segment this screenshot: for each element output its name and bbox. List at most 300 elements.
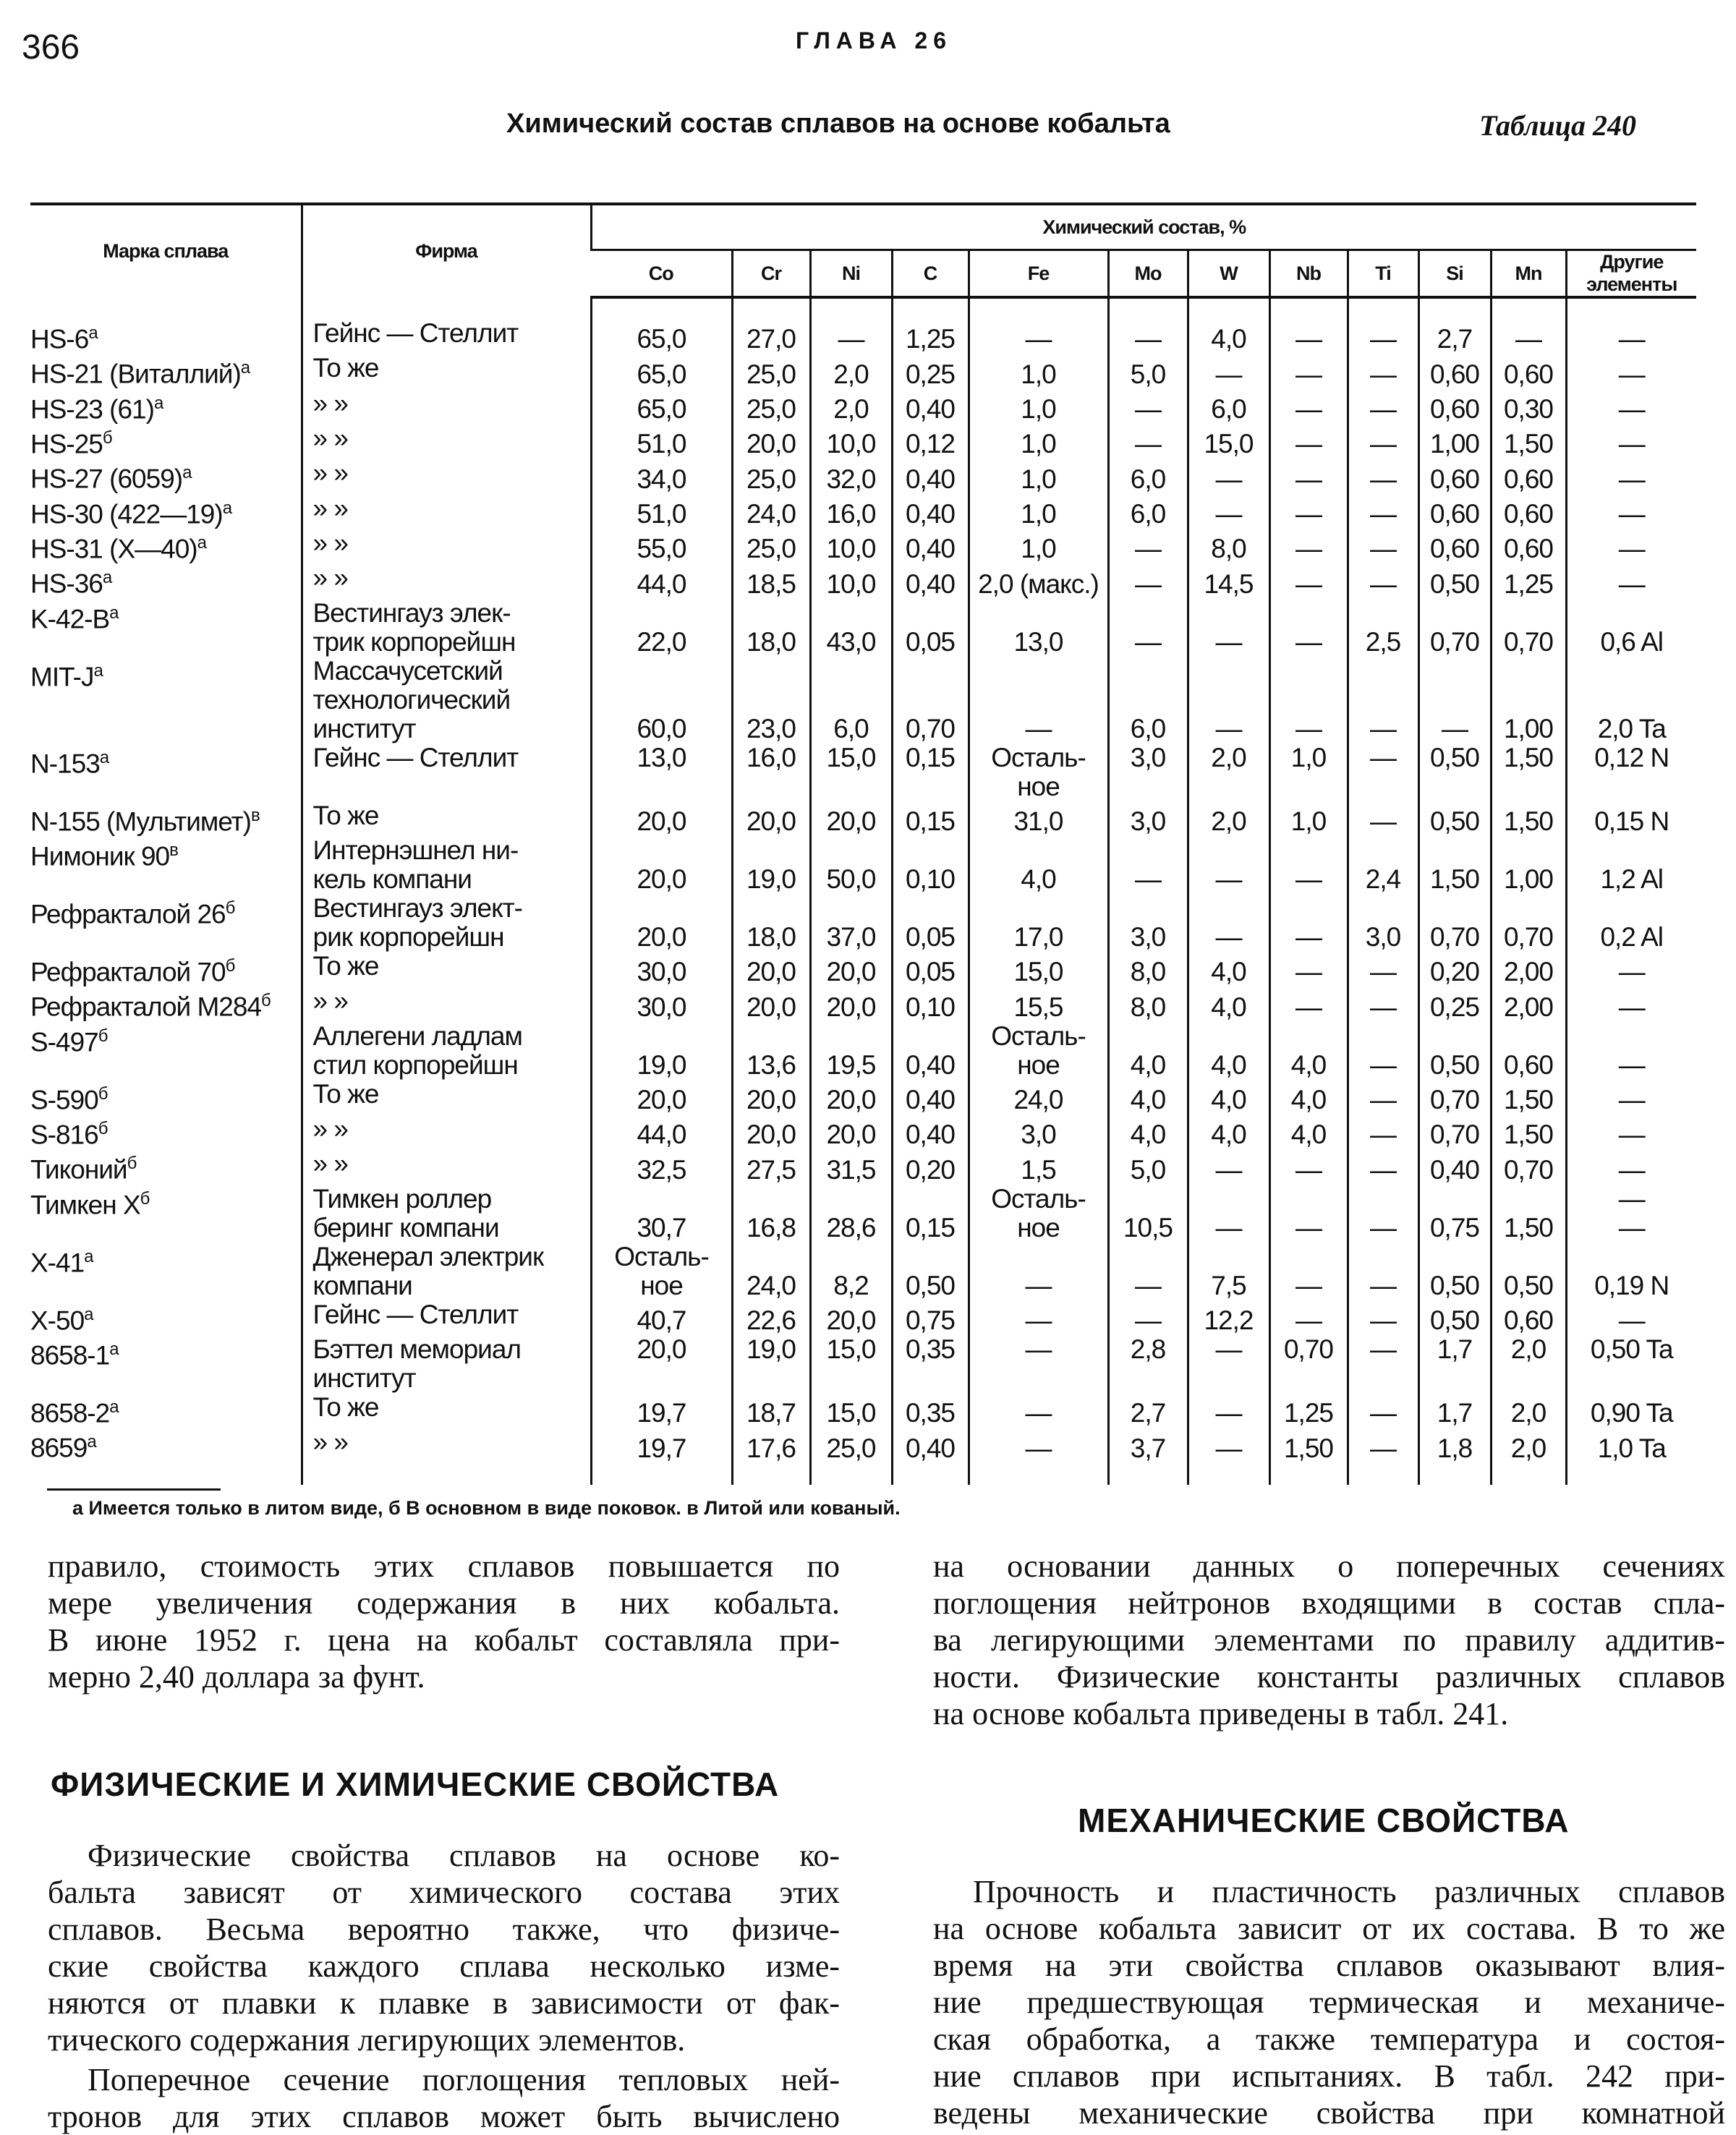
- value-cell: 3,0: [1108, 801, 1188, 836]
- value-cell: —: [1188, 1428, 1269, 1484]
- value-cell: 34,0: [591, 459, 732, 493]
- text-line: мерно 2,40 доллара за фунт.: [48, 1659, 425, 1695]
- value-cell: 0,70: [1491, 894, 1566, 952]
- footnote-mark: б: [102, 427, 112, 448]
- text-line: няются от плавки к плавке в зависимости от фак-: [48, 1985, 840, 2021]
- value-cell: 1,7: [1418, 1393, 1491, 1428]
- value-cell: 51,0: [591, 424, 732, 459]
- text-line: Поперечное сечение поглощения тепловых ней-: [88, 2062, 840, 2097]
- value-cell: —: [1566, 389, 1696, 424]
- value-cell: 24,0: [732, 1243, 810, 1300]
- value-cell: 2,00: [1491, 986, 1566, 1021]
- value-cell: 0,70: [1491, 599, 1566, 657]
- value-cell: —: [1566, 424, 1696, 459]
- value-cell: 1,0 Ta: [1566, 1428, 1696, 1484]
- value-cell: —: [1348, 389, 1418, 424]
- value-cell: 0,05: [892, 894, 969, 952]
- value-cell: 20,0: [732, 1080, 810, 1115]
- alloy-name: N-155 (Мультимет): [30, 806, 251, 836]
- value-cell: —: [1566, 459, 1696, 493]
- value-cell: —: [1269, 424, 1348, 459]
- footnote-mark: а: [88, 323, 98, 343]
- value-cell: 31,5: [810, 1149, 892, 1184]
- text-line: бальта зависят от химического состава этих: [48, 1875, 840, 1910]
- alloy-name-cell: [30, 1300, 302, 1335]
- firm-cell: То же: [302, 354, 591, 388]
- value-cell: —: [1269, 1185, 1348, 1243]
- value-cell: 1,00: [1491, 657, 1566, 743]
- value-cell: —: [1269, 1243, 1348, 1300]
- value-cell: 6,0: [810, 657, 892, 743]
- page-number: 366: [22, 28, 80, 67]
- left-paragraph-1: [48, 1837, 840, 2058]
- value-cell: 1,8: [1418, 1428, 1491, 1484]
- value-cell: 13,6: [732, 1022, 810, 1080]
- firm-cell: » »: [302, 1149, 591, 1184]
- value-cell: —: [1348, 1080, 1418, 1115]
- table-row: [30, 1300, 1696, 1335]
- value-cell: 20,0: [732, 424, 810, 459]
- value-cell: 25,0: [732, 389, 810, 424]
- value-cell: 24,0: [969, 1080, 1108, 1115]
- value-cell: 15,0: [810, 743, 892, 801]
- firm-cell: То же: [302, 801, 591, 836]
- value-cell: —: [1566, 1080, 1696, 1115]
- table-row: [30, 494, 1696, 529]
- value-cell: Осталь- ное: [969, 1185, 1108, 1243]
- firm-cell: Гейнс — Стеллит: [302, 297, 591, 354]
- value-cell: 20,0: [810, 1080, 892, 1115]
- value-cell: 4,0: [1188, 986, 1269, 1021]
- value-cell: 0,40: [892, 1022, 969, 1080]
- value-cell: —: [1108, 599, 1188, 657]
- value-cell: —: [1269, 1300, 1348, 1335]
- value-cell: 17,6: [732, 1428, 810, 1484]
- value-cell: —: [1348, 743, 1418, 801]
- text-line: на основе кобальта зависит от их состава. В то же: [933, 1911, 1725, 1946]
- value-cell: 0,40: [892, 494, 969, 529]
- header-element: Si: [1418, 250, 1491, 298]
- value-cell: 1,50: [1269, 1428, 1348, 1484]
- value-cell: 1,25: [1491, 563, 1566, 598]
- value-cell: —: [1108, 389, 1188, 424]
- text-line: ские свойства каждого сплава несколько изме-: [48, 1948, 840, 1984]
- value-cell: 0,60: [1491, 354, 1566, 388]
- value-cell: 0,70: [1269, 1335, 1348, 1393]
- value-cell: 18,0: [732, 599, 810, 657]
- value-cell: 2,7: [1108, 1393, 1188, 1428]
- table-row: [30, 657, 1696, 743]
- value-cell: 2,0 (макс.): [969, 563, 1108, 598]
- value-cell: 2,00: [1491, 952, 1566, 986]
- value-cell: 0,12 N: [1566, 743, 1696, 801]
- value-cell: —: [1108, 1243, 1188, 1300]
- value-cell: —: [1566, 1300, 1696, 1335]
- footnote-mark: б: [98, 1083, 108, 1104]
- value-cell: 2,0: [1188, 743, 1269, 801]
- value-cell: 8,0: [1108, 986, 1188, 1021]
- value-cell: 1,25: [892, 297, 969, 354]
- value-cell: 0,50: [1418, 1022, 1491, 1080]
- value-cell: —: [1566, 1022, 1696, 1080]
- value-cell: —: [969, 657, 1108, 743]
- value-cell: 3,7: [1108, 1428, 1188, 1484]
- value-cell: 10,5: [1108, 1185, 1188, 1243]
- value-cell: —: [1108, 529, 1188, 563]
- right-paragraph-1: [933, 1873, 1725, 2131]
- value-cell: —: [1348, 1022, 1418, 1080]
- value-cell: 6,0: [1108, 657, 1188, 743]
- firm-cell: Гейнс — Стеллит: [302, 1300, 591, 1335]
- value-cell: —: [1348, 801, 1418, 836]
- text-line: поглощения нейтронов входящими в состав спла-: [933, 1585, 1725, 1621]
- value-cell: 20,0: [732, 801, 810, 836]
- value-cell: —: [1269, 494, 1348, 529]
- value-cell: 20,0: [591, 894, 732, 952]
- text-line: на основании данных о поперечных сечениях: [933, 1548, 1725, 1584]
- value-cell: 32,5: [591, 1149, 732, 1184]
- value-cell: 30,0: [591, 986, 732, 1021]
- footnote-mark: б: [127, 1154, 137, 1174]
- value-cell: 1,00: [1418, 424, 1491, 459]
- value-cell: 1,50: [1491, 743, 1566, 801]
- text-line: сплавов. Весьма вероятно также, что физиче-: [48, 1912, 840, 1947]
- firm-cell: Тимкен роллер беринг компани: [302, 1185, 591, 1243]
- table-row: [30, 1022, 1696, 1080]
- value-cell: 4,0: [1188, 1022, 1269, 1080]
- value-cell: 15,5: [969, 986, 1108, 1021]
- alloy-name-cell: [30, 894, 302, 952]
- text-line: ности. Физические константы различных сплавов: [933, 1659, 1725, 1695]
- value-cell: 0,40: [892, 1080, 969, 1115]
- firm-cell: То же: [302, 1080, 591, 1115]
- value-cell: 27,0: [732, 297, 810, 354]
- value-cell: 0,35: [892, 1393, 969, 1428]
- value-cell: —: [1348, 1335, 1418, 1393]
- header-element: Mn: [1491, 250, 1566, 298]
- value-cell: 0,6 Al: [1566, 599, 1696, 657]
- value-cell: —: [1108, 836, 1188, 894]
- value-cell: —: [1188, 1335, 1269, 1393]
- value-cell: 0,70: [1418, 894, 1491, 952]
- value-cell: 4,0: [1269, 1115, 1348, 1149]
- header-composition: Химический состав, %: [591, 204, 1696, 250]
- value-cell: 0,50: [1491, 1243, 1566, 1300]
- table-row: [30, 1335, 1696, 1393]
- footnote-divider: [47, 1488, 221, 1491]
- value-cell: —: [1188, 1393, 1269, 1428]
- alloy-name: X-41: [30, 1247, 85, 1277]
- value-cell: —: [1188, 599, 1269, 657]
- footnote-mark: а: [109, 1339, 119, 1359]
- alloy-name-cell: [30, 297, 302, 354]
- table-row: [30, 563, 1696, 598]
- value-cell: 44,0: [591, 563, 732, 598]
- footnote-mark: а: [182, 463, 192, 483]
- alloy-name: HS-23 (61): [30, 393, 154, 424]
- alloy-name: HS-6: [30, 324, 89, 354]
- value-cell: 0,60: [1491, 494, 1566, 529]
- alloy-name: 8659: [30, 1433, 88, 1463]
- value-cell: —: [969, 1335, 1108, 1393]
- alloy-name: Нимоник 90: [30, 841, 170, 872]
- value-cell: 18,0: [732, 894, 810, 952]
- alloy-name: HS-30 (422—19): [30, 498, 223, 529]
- text-line: В июне 1952 г. цена на кобальт составляла при-: [48, 1622, 840, 1658]
- value-cell: 20,0: [810, 986, 892, 1021]
- value-cell: 0,20: [1418, 952, 1491, 986]
- value-cell: —: [1348, 459, 1418, 493]
- alloy-name-cell: [30, 801, 302, 836]
- value-cell: —: [1348, 297, 1418, 354]
- table-row: [30, 1428, 1696, 1484]
- table-row: [30, 1185, 1696, 1243]
- value-cell: 2,0: [1188, 801, 1269, 836]
- value-cell: 20,0: [732, 1115, 810, 1149]
- value-cell: 20,0: [732, 986, 810, 1021]
- value-cell: 5,0: [1108, 354, 1188, 388]
- header-firm: Фирма: [302, 204, 591, 297]
- footnote-mark: б: [98, 1118, 108, 1138]
- header-element: Другие элементы: [1566, 250, 1696, 298]
- value-cell: 6,0: [1108, 494, 1188, 529]
- table-row: [30, 801, 1696, 836]
- value-cell: 37,0: [810, 894, 892, 952]
- value-cell: 60,0: [591, 657, 732, 743]
- firm-cell: » »: [302, 563, 591, 598]
- value-cell: 12,2: [1188, 1300, 1269, 1335]
- value-cell: 0,60: [1418, 459, 1491, 493]
- value-cell: 1,50: [1491, 1080, 1566, 1115]
- firm-cell: Аллегени ладлам стил корпорейшн: [302, 1022, 591, 1080]
- footnote-mark: б: [225, 955, 235, 976]
- value-cell: 2,0: [1491, 1335, 1566, 1393]
- value-cell: 0,70: [1491, 1149, 1566, 1184]
- value-cell: 0,70: [892, 657, 969, 743]
- value-cell: 0,60: [1491, 529, 1566, 563]
- value-cell: 18,7: [732, 1393, 810, 1428]
- value-cell: 20,0: [591, 801, 732, 836]
- value-cell: —: [1108, 297, 1188, 354]
- value-cell: —: [1348, 354, 1418, 388]
- value-cell: —: [969, 1300, 1108, 1335]
- value-cell: 0,15: [892, 743, 969, 801]
- value-cell: 0,20: [892, 1149, 969, 1184]
- value-cell: 65,0: [591, 297, 732, 354]
- value-cell: 25,0: [732, 459, 810, 493]
- alloy-name-cell: [30, 1022, 302, 1080]
- value-cell: 5,0: [1108, 1149, 1188, 1184]
- value-cell: 13,0: [969, 599, 1108, 657]
- alloy-name: 8658-1: [30, 1340, 110, 1371]
- value-cell: 0,12: [892, 424, 969, 459]
- value-cell: 1,0: [1269, 801, 1348, 836]
- alloy-name: Рефракталой 26: [30, 899, 226, 929]
- value-cell: —: [1188, 836, 1269, 894]
- value-cell: 55,0: [591, 529, 732, 563]
- footnote-mark: а: [99, 747, 109, 767]
- value-cell: 16,0: [732, 743, 810, 801]
- value-cell: 20,0: [810, 1300, 892, 1335]
- alloy-name-cell: [30, 389, 302, 424]
- value-cell: 0,50: [1418, 1243, 1491, 1300]
- value-cell: 0,50: [1418, 563, 1491, 598]
- footnote-mark: б: [98, 1026, 108, 1046]
- table-row: [30, 1243, 1696, 1300]
- value-cell: 10,0: [810, 424, 892, 459]
- value-cell: 0,10: [892, 986, 969, 1021]
- header-element: Nb: [1269, 250, 1348, 298]
- value-cell: 0,15 N: [1566, 801, 1696, 836]
- value-cell: —: [1566, 354, 1696, 388]
- value-cell: —: [1348, 494, 1418, 529]
- text-line: ведены механические свойства при комнатной: [933, 2095, 1725, 2131]
- alloy-name: MIT-J: [30, 661, 94, 691]
- alloy-name: HS-31 (X—40): [30, 534, 197, 564]
- alloy-name: Рефракталой M284: [30, 992, 262, 1022]
- value-cell: 4,0: [1108, 1080, 1188, 1115]
- value-cell: —: [969, 1428, 1108, 1484]
- value-cell: 20,0: [591, 1335, 732, 1393]
- firm-cell: » »: [302, 389, 591, 424]
- value-cell: 20,0: [810, 1115, 892, 1149]
- value-cell: —: [1348, 1115, 1418, 1149]
- firm-cell: Вестингауз элек- трик корпорейшн: [302, 599, 591, 657]
- alloy-name-cell: [30, 563, 302, 598]
- value-cell: 15,0: [1188, 424, 1269, 459]
- value-cell: —: [1348, 657, 1418, 743]
- value-cell: 19,7: [591, 1428, 732, 1484]
- value-cell: —: [969, 1243, 1108, 1300]
- value-cell: 20,0: [810, 952, 892, 986]
- value-cell: Осталь- ное: [969, 743, 1108, 801]
- value-cell: Осталь- ное: [591, 1243, 732, 1300]
- value-cell: —: [1566, 563, 1696, 598]
- value-cell: 0,75: [892, 1300, 969, 1335]
- value-cell: —: [1348, 1393, 1418, 1428]
- value-cell: —: [1348, 529, 1418, 563]
- value-cell: 0,60: [1418, 354, 1491, 388]
- value-cell: 0,40: [892, 529, 969, 563]
- alloy-name-cell: [30, 1393, 302, 1428]
- value-cell: —: [1269, 529, 1348, 563]
- value-cell: 0,40: [892, 1115, 969, 1149]
- value-cell: —: [1348, 1428, 1418, 1484]
- text-line: тронов для этих сплавов может быть вычислено: [48, 2099, 840, 2134]
- value-cell: —: [1566, 529, 1696, 563]
- value-cell: 30,7: [591, 1185, 732, 1243]
- value-cell: 13,0: [591, 743, 732, 801]
- alloy-name-cell: [30, 657, 302, 743]
- header-element: Fe: [969, 250, 1108, 298]
- value-cell: —: [1188, 894, 1269, 952]
- table-row: [30, 836, 1696, 894]
- alloy-name: Рефракталой 70: [30, 957, 226, 987]
- value-cell: 14,5: [1188, 563, 1269, 598]
- header-alloy-name: Марка сплава: [30, 204, 302, 297]
- value-cell: 8,0: [1188, 529, 1269, 563]
- value-cell: 0,50: [1418, 1300, 1491, 1335]
- right-column-top-text: [933, 1548, 1725, 1732]
- value-cell: —: [1188, 657, 1269, 743]
- value-cell: 3,0: [1108, 743, 1188, 801]
- value-cell: —: [1269, 389, 1348, 424]
- table-footnote: а Имеется только в литом виде, б В основном в виде поковок. в Литой или кованый.: [72, 1497, 901, 1519]
- footnote-mark: а: [84, 1304, 93, 1324]
- table-row: [30, 894, 1696, 952]
- value-cell: 0,05: [892, 599, 969, 657]
- value-cell: 0,25: [892, 354, 969, 388]
- alloy-name-cell: [30, 1115, 302, 1149]
- value-cell: 19,5: [810, 1022, 892, 1080]
- value-cell: 0,15: [892, 801, 969, 836]
- value-cell: —: [1348, 1300, 1418, 1335]
- value-cell: 0,19 N: [1566, 1243, 1696, 1300]
- value-cell: —: [1269, 563, 1348, 598]
- footnote-mark: а: [102, 568, 112, 588]
- value-cell: 0,75: [1418, 1185, 1491, 1243]
- header-element: Ni: [810, 250, 892, 298]
- value-cell: —: [1348, 1185, 1418, 1243]
- table-row: [30, 424, 1696, 459]
- value-cell: 8,2: [810, 1243, 892, 1300]
- value-cell: 0,90 Ta: [1566, 1393, 1696, 1428]
- value-cell: —: [969, 297, 1108, 354]
- alloy-name-cell: [30, 424, 302, 459]
- value-cell: 0,60: [1418, 529, 1491, 563]
- value-cell: —: [1269, 986, 1348, 1021]
- table-row: [30, 986, 1696, 1021]
- alloy-name-cell: [30, 599, 302, 657]
- value-cell: 4,0: [1188, 1115, 1269, 1149]
- value-cell: 1,7: [1418, 1335, 1491, 1393]
- value-cell: —: [1188, 1149, 1269, 1184]
- value-cell: 1,0: [969, 389, 1108, 424]
- value-cell: —: [1566, 1149, 1696, 1184]
- value-cell: 0,50 Ta: [1566, 1335, 1696, 1393]
- value-cell: 2,0: [1491, 1393, 1566, 1428]
- table-row: [30, 1393, 1696, 1428]
- value-cell: 4,0: [1108, 1115, 1188, 1149]
- header-element: W: [1188, 250, 1269, 298]
- alloy-name: 8658-2: [30, 1398, 110, 1428]
- table-row: [30, 599, 1696, 657]
- value-cell: —: [1108, 563, 1188, 598]
- footnote-mark: а: [109, 1397, 119, 1417]
- value-cell: 1,50: [1491, 424, 1566, 459]
- value-cell: 20,0: [810, 801, 892, 836]
- value-cell: 19,0: [732, 1335, 810, 1393]
- table-row: [30, 389, 1696, 424]
- value-cell: 0,60: [1491, 1300, 1566, 1335]
- firm-cell: Массачусетский технологический институт: [302, 657, 591, 743]
- value-cell: 4,0: [1108, 1022, 1188, 1080]
- alloy-name: X-50: [30, 1305, 85, 1335]
- alloy-name: K-42-B: [30, 603, 110, 634]
- firm-cell: » »: [302, 529, 591, 563]
- value-cell: —: [1566, 1115, 1696, 1149]
- alloy-name-cell: [30, 743, 302, 801]
- value-cell: 0,50: [1418, 801, 1491, 836]
- value-cell: 0,30: [1491, 389, 1566, 424]
- value-cell: 1,0: [969, 529, 1108, 563]
- value-cell: 0,50: [1418, 743, 1491, 801]
- value-cell: 2,0: [810, 354, 892, 388]
- footnote-mark: б: [261, 991, 271, 1011]
- firm-cell: Вестингауз элект- рик корпорейшн: [302, 894, 591, 952]
- value-cell: —: [1348, 986, 1418, 1021]
- footnote-mark: а: [197, 532, 206, 553]
